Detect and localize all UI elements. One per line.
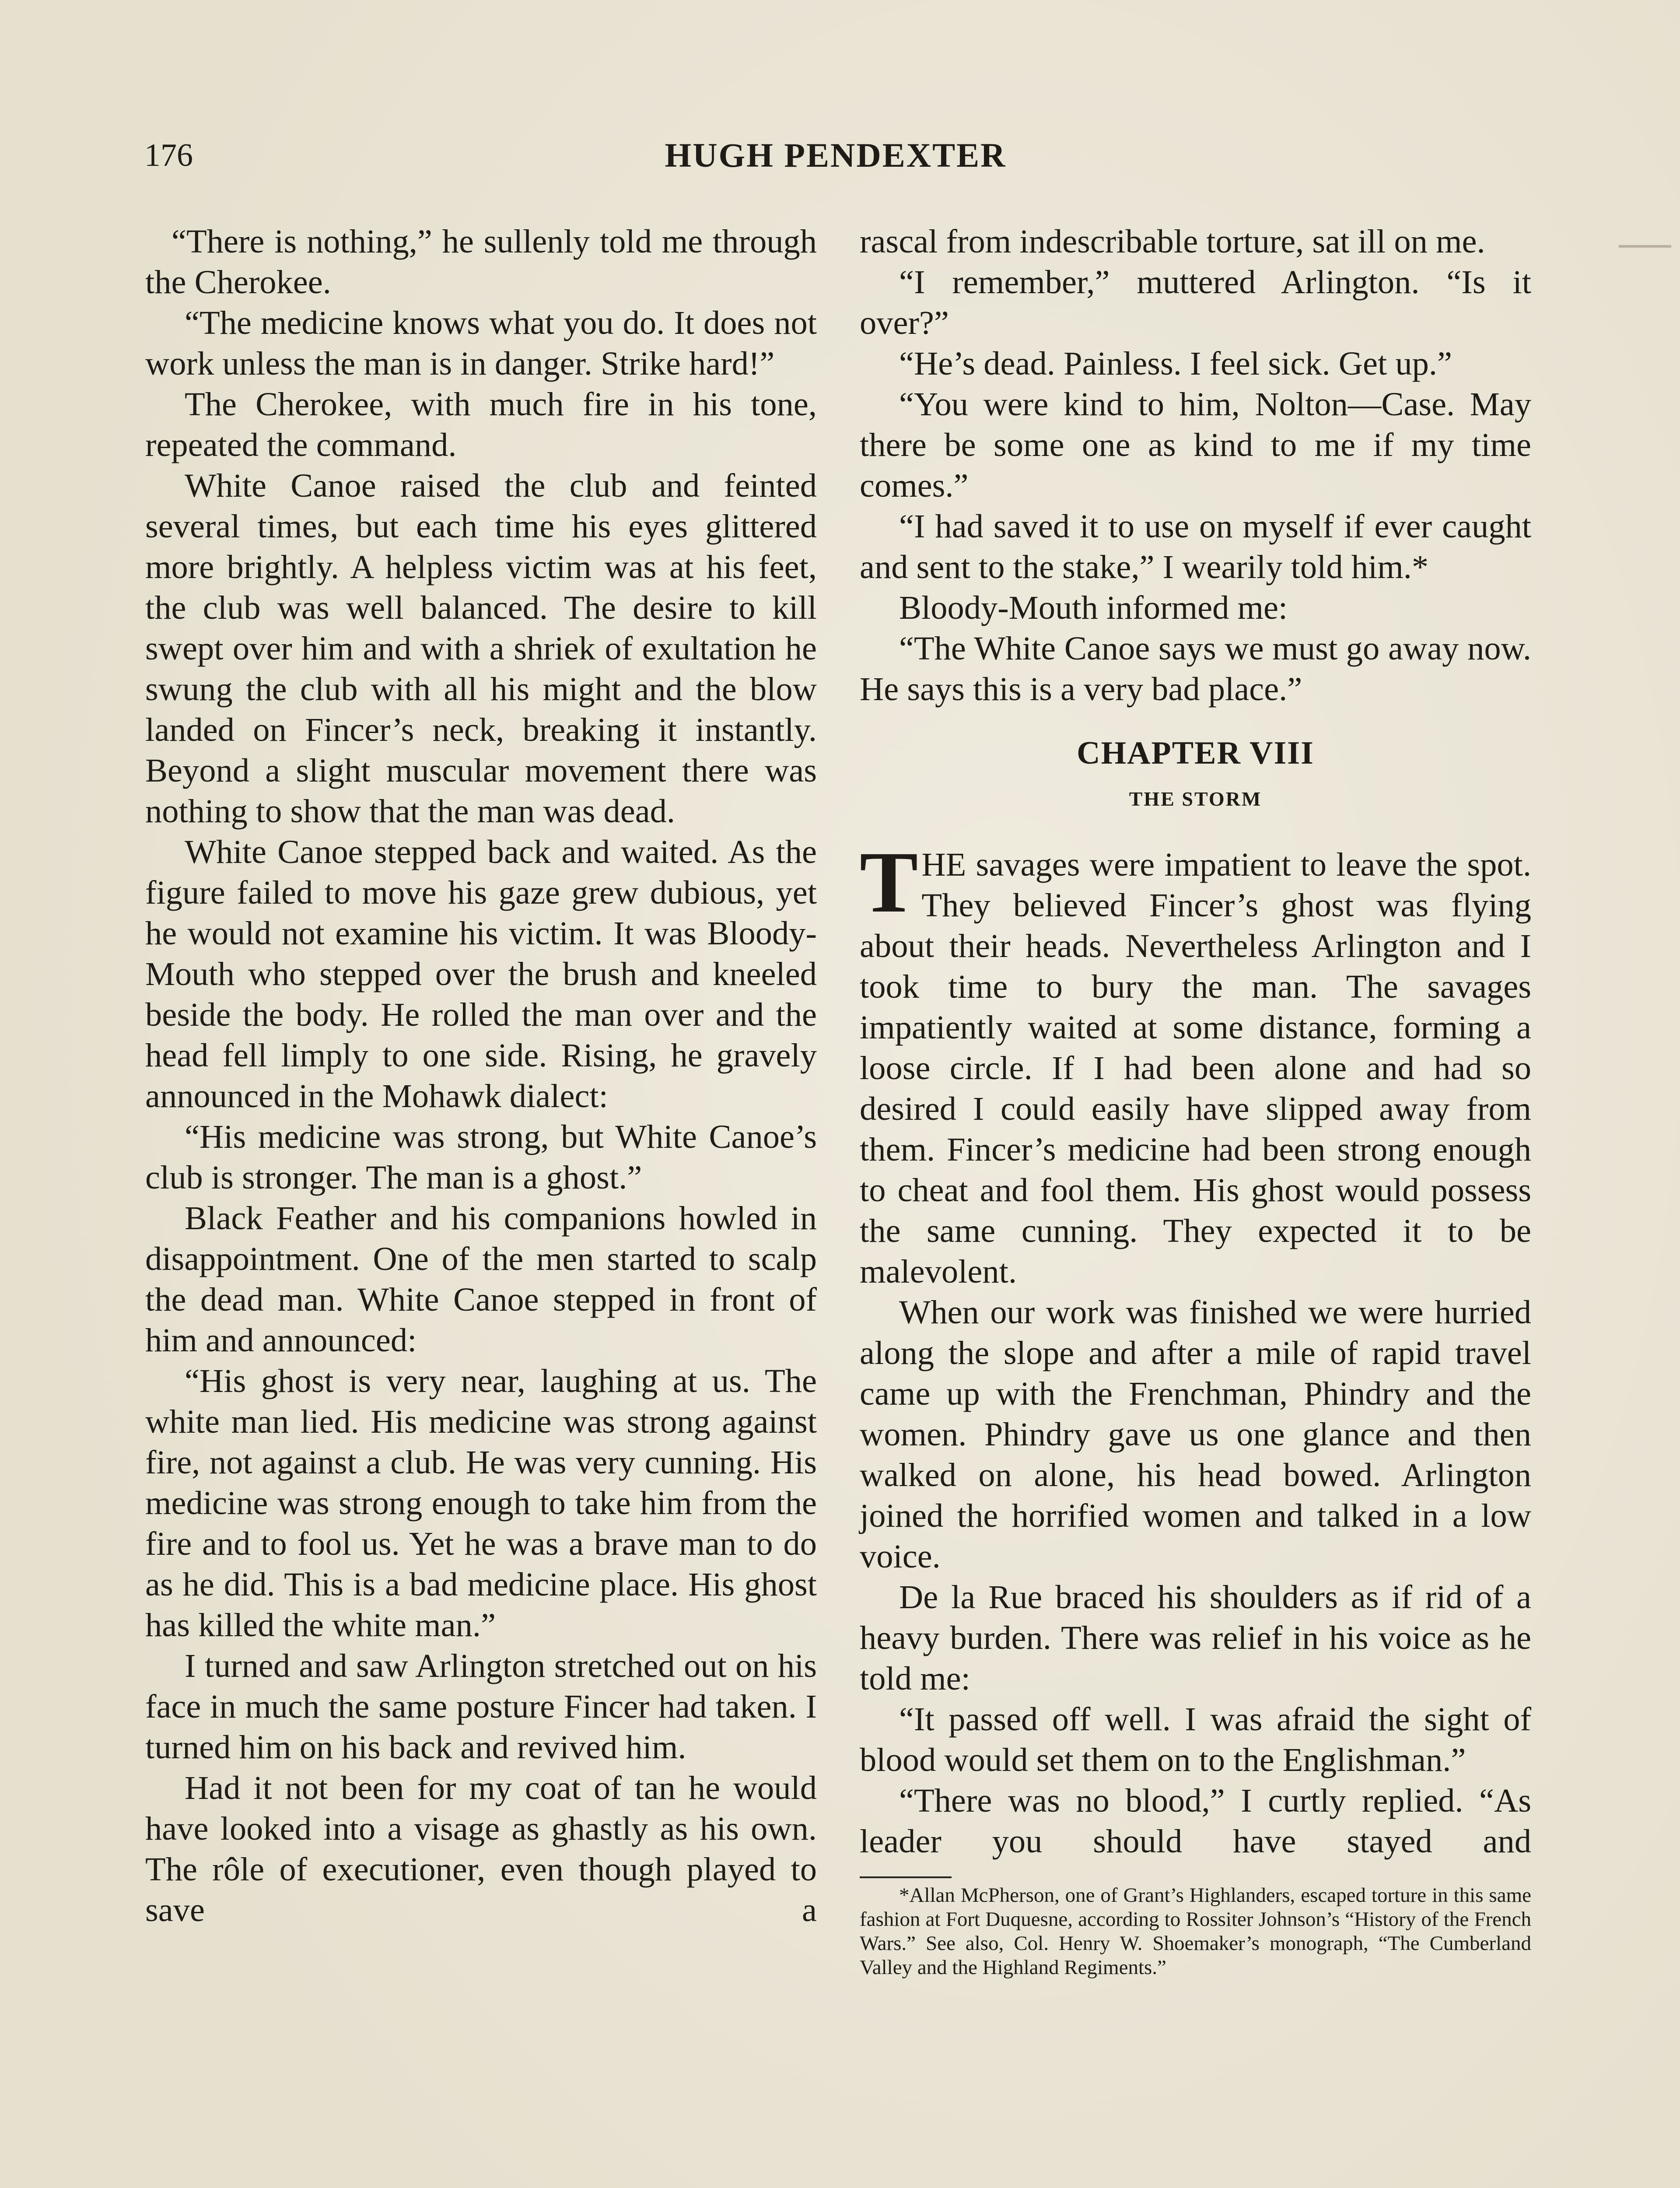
paragraph: “The White Canoe says we must go away now. He says this is a very bad place.” (860, 630, 1531, 708)
paragraph: Bloody-Mouth informed me: (899, 589, 1288, 626)
paragraph: “The medicine knows what you do. It does not work unless the man is in danger. Strike hard!” (145, 304, 817, 382)
paragraph: The Cherokee, with much fire in his tone, repeated the command. (145, 386, 817, 463)
paragraph: “There was no blood,” I curtly replied. “As leader you should have stayed and (860, 1782, 1531, 1860)
page-number: 176 (144, 137, 193, 173)
right-column (860, 221, 1531, 1980)
paragraph: “It passed off well. I was afraid the sight of blood would set them on to the Englishman.” (860, 1701, 1531, 1778)
paragraph: “I remember,” muttered Arlington. “Is it over?” (860, 263, 1531, 341)
paragraph: De la Rue braced his shoulders as if rid of a heavy burden. There was relief in his voice as he told me: (860, 1578, 1531, 1697)
paragraph: “His medicine was strong, but White Canoe’s club is stronger. The man is a ghost.” (145, 1118, 817, 1196)
drop-cap: T (860, 834, 918, 931)
paragraph: rascal from indescribable torture, sat ill on me. (860, 223, 1485, 260)
chapter-opening-paragraph (860, 834, 1531, 1292)
paragraph: White Canoe stepped back and waited. As the figure failed to move his gaze grew dubious, yet he would not examine his victim. It was Bloody-Mouth who stepped over the brush and kneeled beside the body. He rolled the man over and the head fell limply to one side. Rising, he gravely announced in the Mohawk dialect: (145, 833, 817, 1115)
paragraph: “You were kind to him, Nolton—Case. May there be some one as kind to me if my time comes.” (860, 386, 1531, 504)
paragraph: I turned and saw Arlington stretched out on his face in much the same posture Fincer had taken. I turned him on his back and revived him. (145, 1647, 817, 1766)
paragraph: “I had saved it to use on myself if ever caught and sent to the stake,” I wearily told him.* (860, 508, 1531, 586)
paragraph: White Canoe raised the club and feinted several times, but each time his eyes glittered more brightly. A helpless victim was at his feet, the club was well balanced. The desire to kill swept over him and with a shriek of exultation he swung the club with all his might and the blow landed on Fincer’s neck, breaking it instantly. Beyond a slight muscular movement there was nothing to show that the man was dead. (145, 467, 817, 830)
paragraph: “There is nothing,” he sullenly told me through the Cherokee. (145, 223, 817, 301)
running-head (144, 131, 1527, 179)
chapter-opening-text: HE savages were impatient to leave the spot. They believed Fincer’s ghost was flying about their heads. Nevertheless Arlington and I took time to bury the man. The savages impatiently waited at some distance, forming a loose circle. If I had been alone and had so desired I could easily have slipped away from them. Fincer’s medicine had been strong enough to cheat and fool them. His ghost would possess the same cunning. They expected it to be malevolent. (860, 846, 1531, 1290)
running-title: HUGH PENDEXTER (665, 136, 1007, 174)
chapter-subtitle: THE STORM (1129, 788, 1262, 810)
paragraph: “He’s dead. Painless. I feel sick. Get up.” (899, 345, 1452, 382)
paragraph: When our work was finished we were hurried along the slope and after a mile of rapid travel came up with the Frenchman, Phindry and the women. Phindry gave us one glance and then walked on alone, his head bowed. Arlington joined the horrified women and talked in a low voice. (860, 1294, 1531, 1575)
paragraph: Had it not been for my coat of tan he would have looked into a visage as ghastly as his own. The rôle of executioner, even though played to save a (145, 1769, 817, 1929)
edge-bleed-mark (1619, 245, 1671, 251)
footnote: *Allan McPherson, one of Grant’s Highlanders, escaped torture in this same fashion at Fort Duquesne, according to Rossiter Johnson’s “History of the French Wars.” See also, Col. Henry W. Shoemaker’s monograph, “The Cumberland Valley and the Highland Regiments.” (860, 1884, 1531, 1979)
paragraph: “His ghost is very near, laughing at us. The white man lied. His medicine was strong against fire, not against a club. He was very cunning. His medicine was strong enough to take him from the fire and to fool us. Yet he was a brave man to do as he did. This is a bad medicine place. His ghost has killed the white man.” (145, 1362, 817, 1644)
footnote-rule (860, 1876, 952, 1878)
left-column (145, 221, 817, 1930)
paragraph: Black Feather and his companions howled in disappointment. One of the men started to scalp the dead man. White Canoe stepped in front of him and announced: (145, 1199, 817, 1359)
chapter-heading: CHAPTER VIII (1077, 735, 1314, 771)
